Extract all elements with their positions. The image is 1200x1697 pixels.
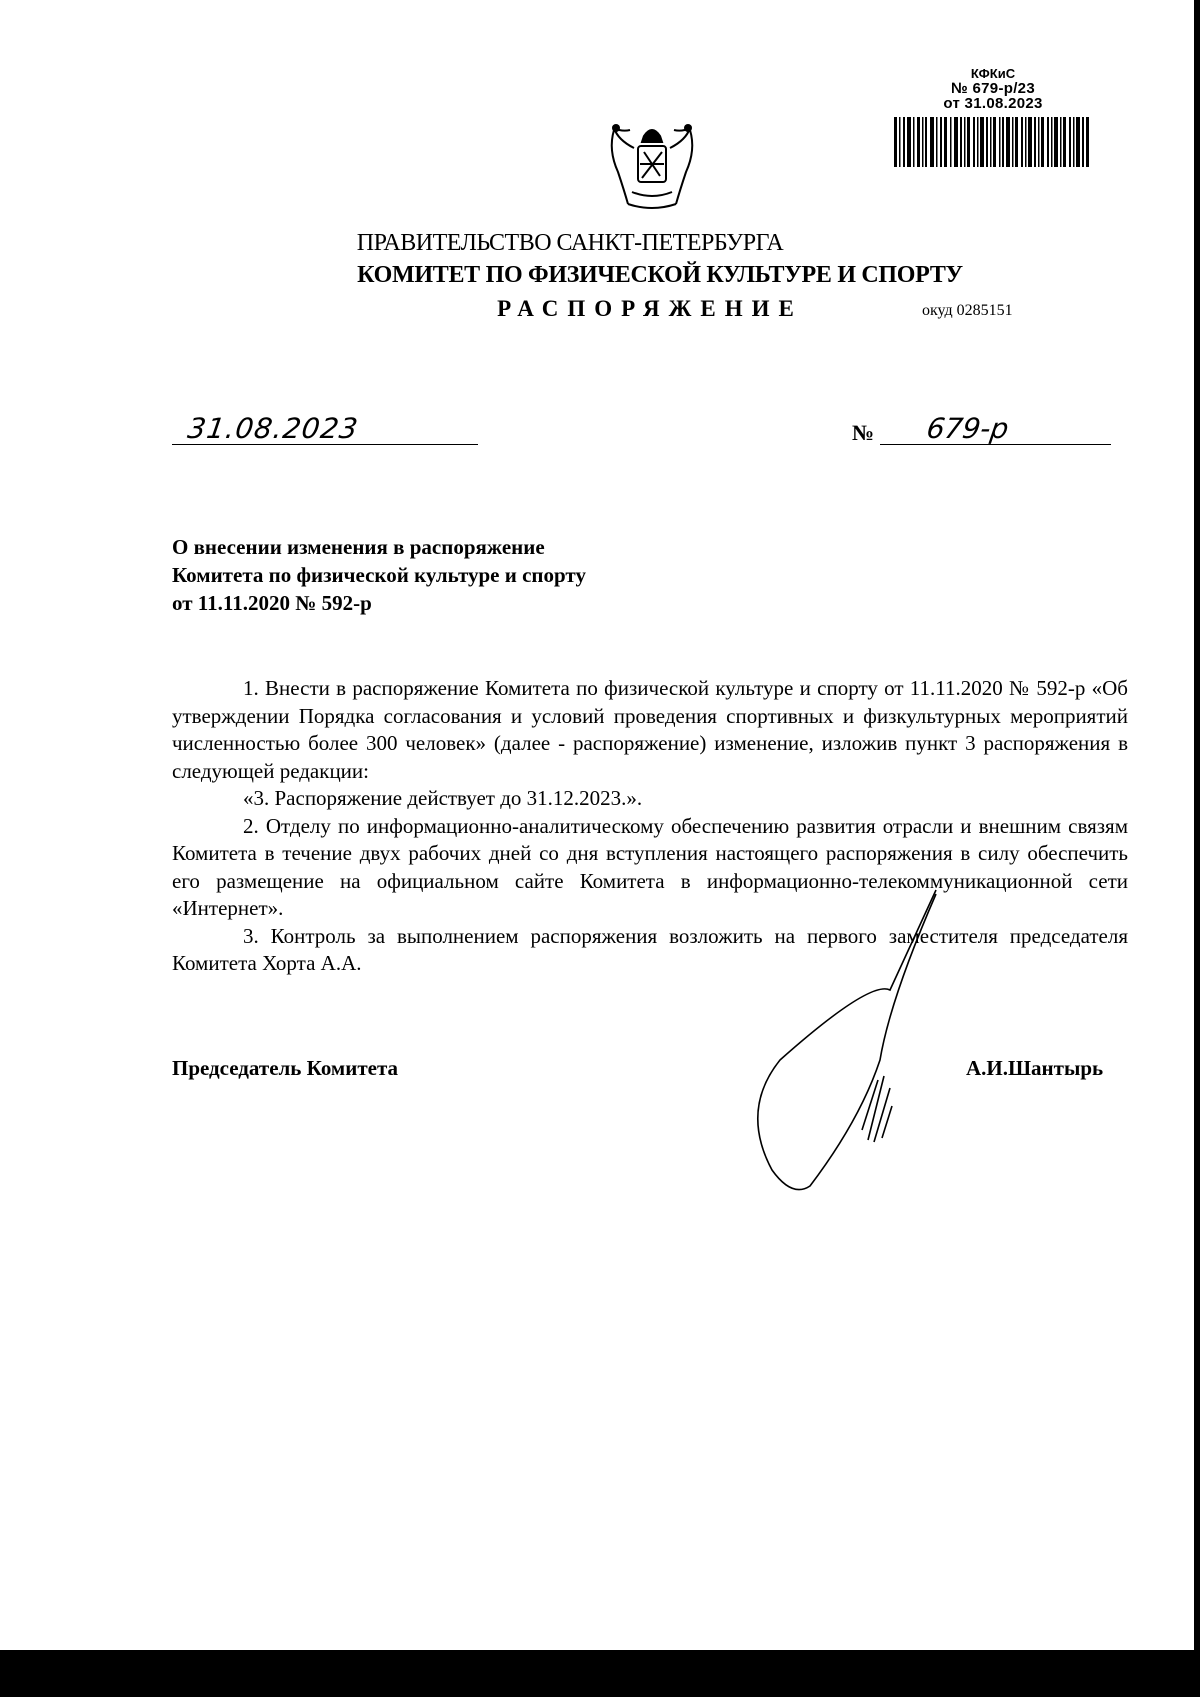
handwritten-signature <box>740 880 970 1210</box>
committee-title: КОМИТЕТ ПО ФИЗИЧЕСКОЙ КУЛЬТУРЕ И СПОРТУ <box>357 262 963 288</box>
page-edge-shadow <box>1194 0 1200 1650</box>
registration-stamp <box>893 66 1093 111</box>
paragraph-3: 3. Контроль за выполнением распоряжения возложить на первого заместителя председателя Комитета Хорта А.А. <box>172 923 1128 975</box>
subject-line: О внесении изменения в распоряжение <box>172 535 545 559</box>
barcode <box>894 117 1090 167</box>
stamp-date: от 31.08.2023 <box>943 95 1043 112</box>
document-subject <box>172 533 732 617</box>
handwritten-number: 679-р <box>924 412 1011 445</box>
document-body <box>172 675 1128 978</box>
signer-title: Председатель Комитета <box>172 1056 399 1080</box>
handwritten-date: 31.08.2023 <box>185 412 361 445</box>
coat-of-arms-icon <box>604 120 700 212</box>
document-type: РАСПОРЯЖЕНИЕ <box>497 296 803 321</box>
signer-name: А.И.Шантырь <box>966 1056 1104 1080</box>
stamp-organization: КФКиС <box>970 66 1016 81</box>
scan-bottom-border <box>0 1650 1200 1697</box>
subject-line: Комитета по физической культуре и спорту <box>172 563 586 587</box>
okud-code: окуд 0285151 <box>922 302 1013 319</box>
paragraph-quote: «3. Распоряжение действует до 31.12.2023.». <box>243 786 643 810</box>
paragraph-2: 2. Отделу по информационно-аналитическому обеспечению развития отрасли и внешним связям Комитета в течение двух рабочих дней со дня вступления настоящего распоряжения в силу обеспечить его размещение на официальном сайте Комитета в информационно-телекоммуникационной сети «Интернет». <box>172 813 1128 920</box>
government-title: ПРАВИТЕЛЬСТВО САНКТ-ПЕТЕРБУРГА <box>356 230 784 256</box>
paragraph-1: 1. Внести в распоряжение Комитета по физической культуре и спорту от 11.11.2020 № 592-р «Об утверждении Порядка согласования и условий проведения спортивных и физкультурных мероприятий численностью более 300 человек» (далее - распоряжение) изменение, изложив пункт 3 распоряжения в следующей редакции: <box>172 676 1128 783</box>
number-label: № <box>852 420 875 445</box>
stamp-number: № 679-р/23 <box>951 80 1035 97</box>
subject-line: от 11.11.2020 № 592-р <box>172 591 372 615</box>
